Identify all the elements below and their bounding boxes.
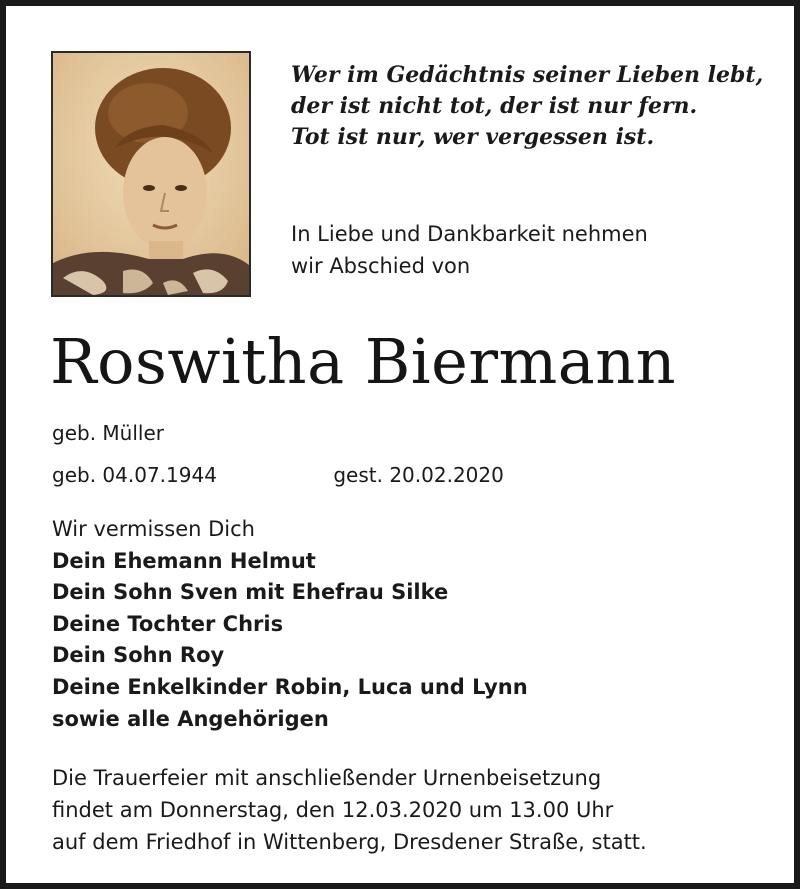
poem-line: der ist nicht tot, der ist nur fern.	[291, 93, 698, 119]
life-dates	[52, 460, 504, 490]
mourners-list	[52, 514, 528, 735]
portrait-photo	[51, 51, 251, 297]
mourner-item: Dein Sohn Sven mit Ehefrau Silke	[52, 580, 449, 605]
mourner-item: Dein Ehemann Helmut	[52, 548, 316, 573]
maiden-name: geb. Müller	[52, 421, 164, 445]
ceremony-info	[52, 762, 647, 858]
memorial-poem	[291, 60, 763, 153]
ceremony-line: findet am Donnerstag, den 12.03.2020 um 13.00 Uhr	[52, 798, 614, 822]
mourner-item: Deine Tochter Chris	[52, 611, 284, 636]
intro-line: In Liebe und Dankbarkeit nehmen	[291, 222, 648, 246]
deceased-name: Roswitha Biermann	[50, 325, 677, 398]
mourner-item: sowie alle Angehörigen	[52, 706, 329, 731]
ceremony-line: Die Trauerfeier mit anschließender Urnenbeisetzung	[52, 766, 602, 790]
intro-line: wir Abschied von	[291, 254, 471, 278]
poem-line: Wer im Gedächtnis seiner Lieben lebt,	[291, 62, 764, 88]
mourner-item: Dein Sohn Roy	[52, 643, 225, 668]
death-date: gest. 20.02.2020	[333, 463, 504, 487]
ceremony-line: auf dem Friedhof in Wittenberg, Dresdener Straße, statt.	[52, 830, 647, 854]
mourner-item: Deine Enkelkinder Robin, Luca und Lynn	[52, 674, 528, 699]
farewell-intro	[291, 218, 648, 282]
mourners-intro: Wir vermissen Dich	[52, 517, 255, 541]
poem-line: Tot ist nur, wer vergessen ist.	[291, 124, 655, 150]
birth-date: geb. 04.07.1944	[52, 463, 217, 487]
